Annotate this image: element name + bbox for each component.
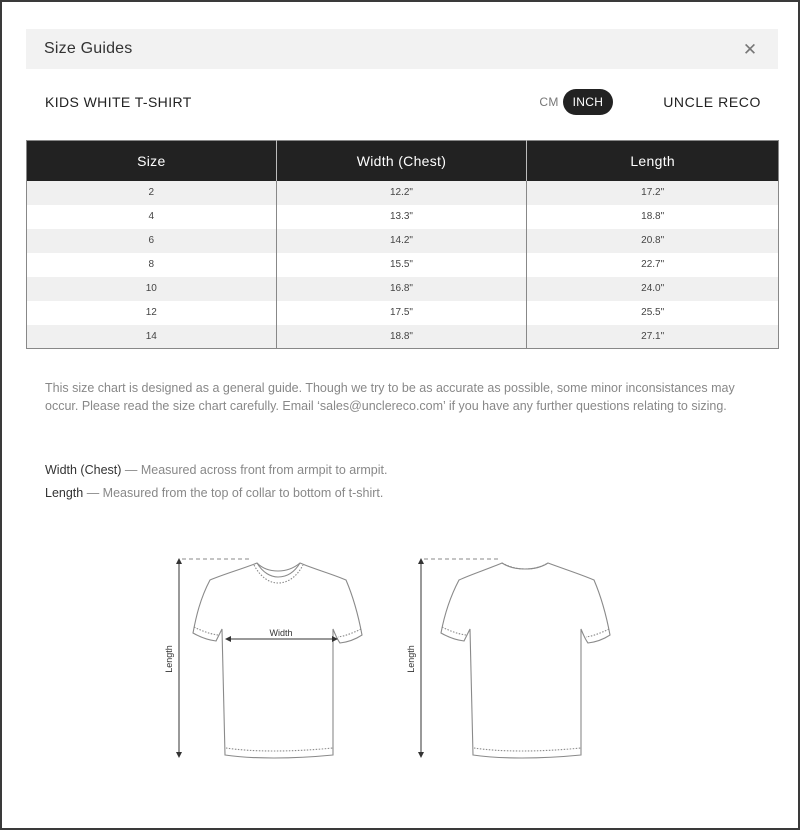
tshirt-diagram <box>152 547 652 767</box>
cell-width: 14.2" <box>276 229 527 253</box>
product-row <box>45 88 761 116</box>
cell-size: 10 <box>27 277 277 301</box>
cell-width: 16.8" <box>276 277 527 301</box>
definition-width <box>45 459 759 482</box>
definition-length <box>45 482 759 505</box>
definition-term: Length <box>45 486 84 500</box>
cell-width: 18.8" <box>276 325 527 349</box>
product-name: KIDS WHITE T-SHIRT <box>45 94 192 110</box>
column-header-width: Width (Chest) <box>276 141 527 181</box>
column-header-size: Size <box>27 141 277 181</box>
cell-length: 24.0" <box>527 277 779 301</box>
brand-name: UNCLE RECO <box>663 94 761 110</box>
size-disclaimer: This size chart is designed as a general guide. Though we try to be as accurate as possible, some minor inconsistances may occur. Please read the size chart carefully. Email ‘sales@unclereco.com’ if you have any further questions relating to sizing. <box>45 381 735 413</box>
front-width-label: Width <box>269 628 293 638</box>
cell-length: 17.2" <box>527 181 779 205</box>
cell-size: 6 <box>27 229 277 253</box>
back-tshirt-icon <box>441 563 610 758</box>
table-row <box>27 253 779 277</box>
cell-width: 17.5" <box>276 301 527 325</box>
unit-cm-button[interactable]: CM <box>539 95 559 109</box>
cell-width: 13.3" <box>276 205 527 229</box>
cell-width: 12.2" <box>276 181 527 205</box>
cell-length: 27.1" <box>527 325 779 349</box>
cell-size: 14 <box>27 325 277 349</box>
cell-length: 20.8" <box>527 229 779 253</box>
measurement-definitions <box>45 459 759 505</box>
cell-size: 2 <box>27 181 277 205</box>
definition-text: — Measured from the top of collar to bottom of t-shirt. <box>83 486 384 500</box>
column-header-length: Length <box>527 141 779 181</box>
cell-size: 8 <box>27 253 277 277</box>
modal-header <box>26 29 778 69</box>
table-row <box>27 277 779 301</box>
table-row <box>27 205 779 229</box>
table-row <box>27 229 779 253</box>
modal-title: Size Guides <box>44 40 133 57</box>
table-row <box>27 181 779 205</box>
cell-width: 15.5" <box>276 253 527 277</box>
tshirt-diagram-svg <box>152 547 652 767</box>
close-icon[interactable]: ✕ <box>742 39 758 59</box>
cell-size: 4 <box>27 205 277 229</box>
back-length-label: Length <box>406 645 416 673</box>
cell-size: 12 <box>27 301 277 325</box>
front-tshirt-icon <box>193 563 362 758</box>
cell-length: 25.5" <box>527 301 779 325</box>
size-table <box>26 140 779 349</box>
definition-text: — Measured across front from armpit to armpit. <box>121 463 388 477</box>
table-row <box>27 325 779 349</box>
unit-inch-button[interactable]: INCH <box>563 89 614 115</box>
cell-length: 18.8" <box>527 205 779 229</box>
table-header-row <box>27 141 779 181</box>
front-length-label: Length <box>164 645 174 673</box>
definition-term: Width (Chest) <box>45 463 122 477</box>
unit-toggle <box>539 89 613 115</box>
cell-length: 22.7" <box>527 253 779 277</box>
table-row <box>27 301 779 325</box>
